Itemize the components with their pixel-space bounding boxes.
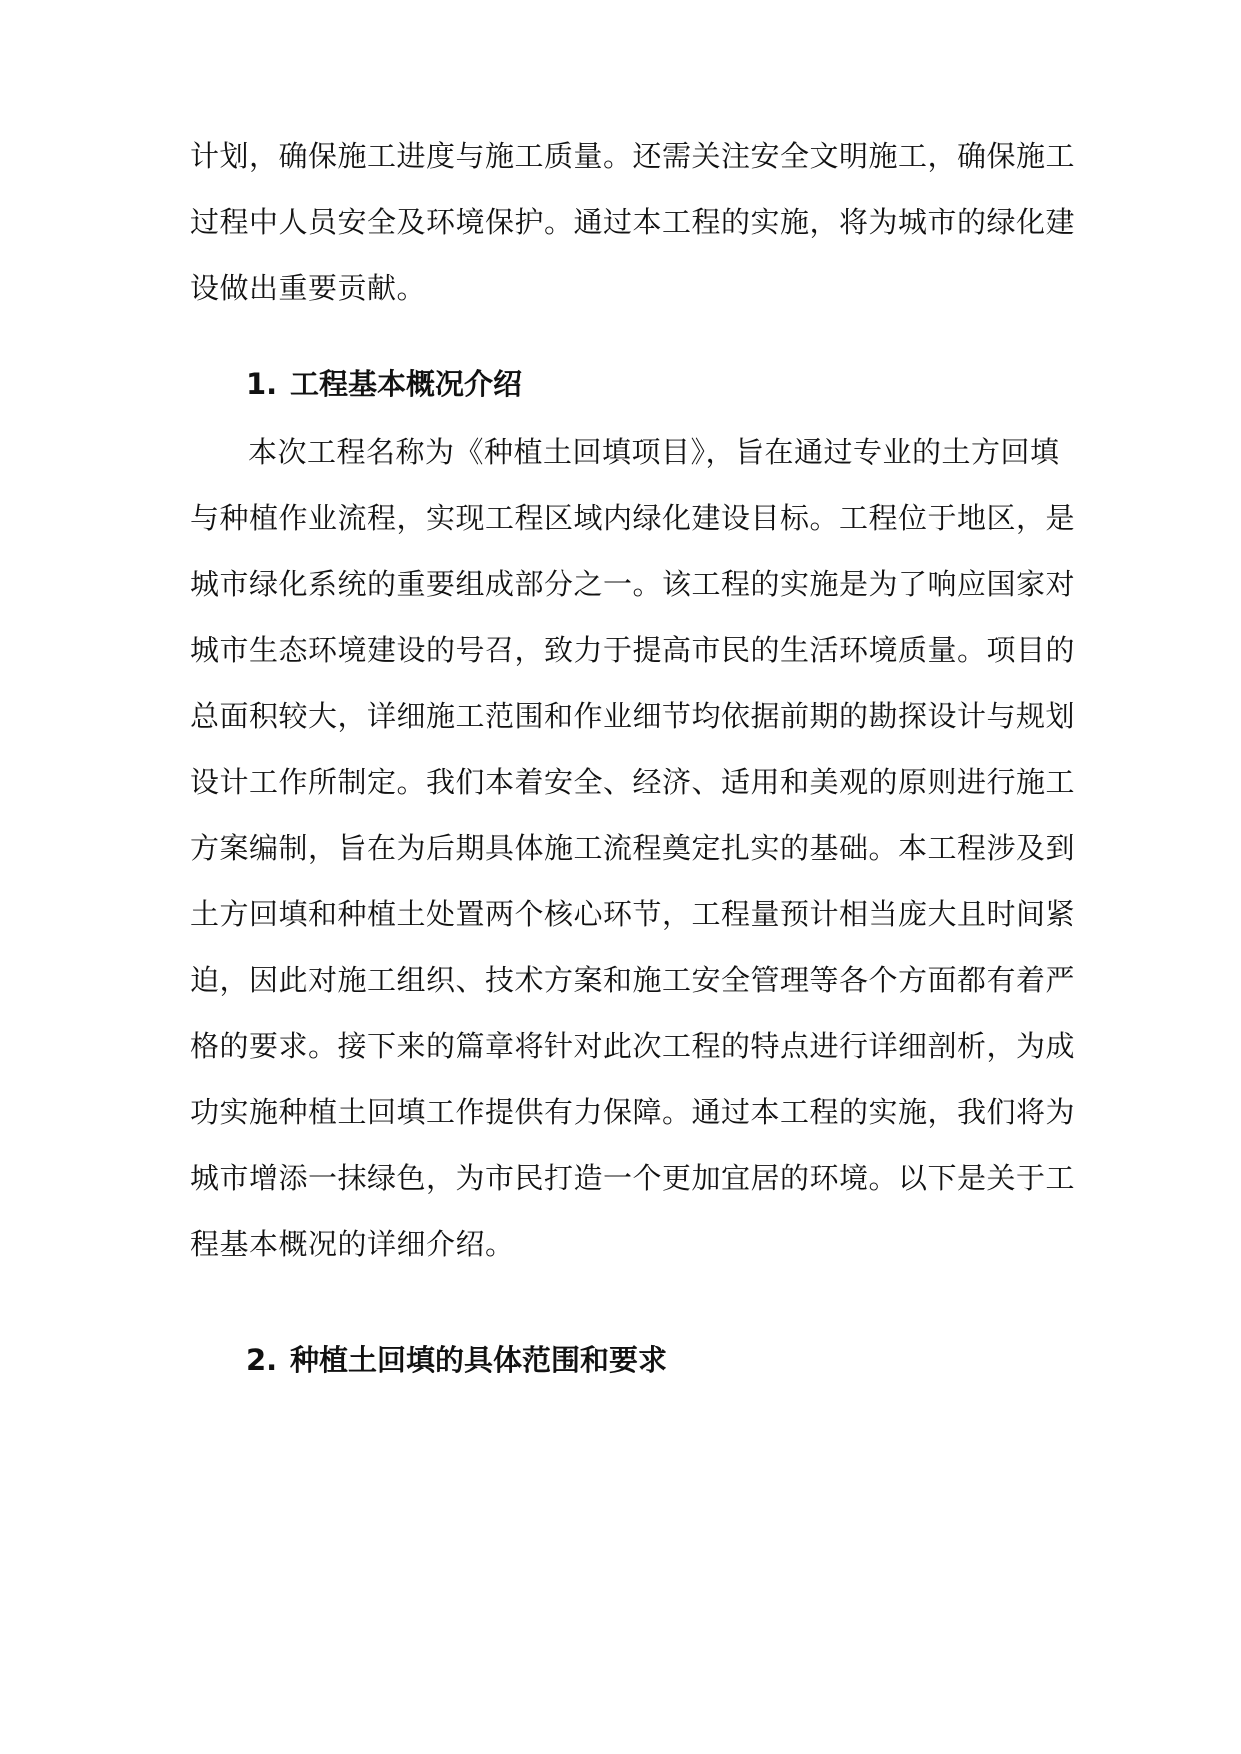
section-1-line-8: 土方回填和种植土处置两个核心环节，工程量预计相当庞大且时间紧 [190,897,1076,931]
section-1-line-1: 本次工程名称为《种植土回填项目》，旨在通过专业的土方回填 [248,435,1060,469]
section-1-line-13: 程基本概况的详细介绍。 [190,1227,515,1261]
section-1-line-2: 与种植作业流程，实现工程区域内绿化建设目标。工程位于地区，是 [190,501,1076,535]
section-2-title: 种植土回填的具体范围和要求 [290,1343,668,1377]
section-1-line-3: 城市绿化系统的重要组成部分之一。该工程的实施是为了响应国家对 [190,567,1076,601]
section-1-line-4: 城市生态环境建设的号召，致力于提高市民的生活环境质量。项目的 [190,633,1076,667]
section-1-heading [246,364,522,404]
section-2-number: 2. [246,1343,278,1377]
section-1-number: 1. [246,367,278,401]
intro-line-1: 计划，确保施工进度与施工质量。还需关注安全文明施工，确保施工 [190,139,1076,173]
section-1-line-5: 总面积较大，详细施工范围和作业细节均依据前期的勘探设计与规划 [190,699,1076,733]
section-1-line-10: 格的要求。接下来的篇章将针对此次工程的特点进行详细剖析，为成 [190,1029,1076,1063]
section-1-line-6: 设计工作所制定。我们本着安全、经济、适用和美观的原则进行施工 [190,765,1076,799]
section-2-heading [246,1340,667,1380]
section-1-line-12: 城市增添一抹绿色，为市民打造一个更加宜居的环境。以下是关于工 [190,1161,1076,1195]
section-1-line-11: 功实施种植土回填工作提供有力保障。通过本工程的实施，我们将为 [190,1095,1076,1129]
section-1-line-9: 迫，因此对施工组织、技术方案和施工安全管理等各个方面都有着严 [190,963,1076,997]
section-1-line-7: 方案编制，旨在为后期具体施工流程奠定扎实的基础。本工程涉及到 [190,831,1076,865]
intro-line-3: 设做出重要贡献。 [190,271,427,305]
intro-line-2: 过程中人员安全及环境保护。通过本工程的实施，将为城市的绿化建 [190,205,1076,239]
section-1-title: 工程基本概况介绍 [290,367,523,401]
